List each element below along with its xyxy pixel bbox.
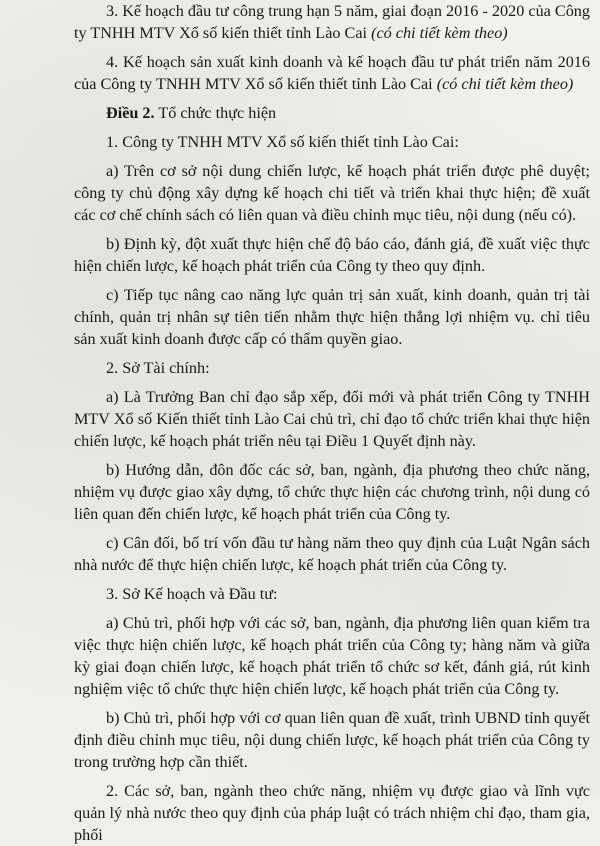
item-3-text: 3. Kế hoạch đầu tư công trung hạn 5 năm, giai đoạn 2016 - 2020 của Công ty TNHH MTV Xổ số kiến thiết tỉnh Lào Cai bbox=[74, 2, 590, 42]
item-4-paragraph bbox=[74, 51, 590, 95]
section-2-item-a: a) Là Trưởng Ban chỉ đạo sắp xếp, đổi mới và phát triển Công ty TNHH MTV Xổ số Kiến thiết tỉnh Lào Cai chủ trì, chỉ đạo tổ chức triển khai thực hiện chiến lược, kế hoạch phát triển nêu tại Điều 1 Quyết định này. bbox=[74, 388, 590, 450]
document-body bbox=[74, 0, 590, 846]
section-1-heading: 1. Công ty TNHH MTV Xổ số kiến thiết tỉnh Lào Cai: bbox=[106, 133, 459, 151]
section-1-item-b: b) Định kỳ, đột xuất thực hiện chế độ báo cáo, đánh giá, đề xuất việc thực hiện chiến lược, kế hoạch phát triển của Công ty theo quy định. bbox=[74, 235, 590, 275]
item-3-paragraph bbox=[74, 0, 590, 44]
section-2-heading: 2. Sở Tài chính: bbox=[106, 359, 210, 377]
section-3-item-a: a) Chủ trì, phối hợp với các sở, ban, ngành, địa phương liên quan kiểm tra việc thực hiện chiến lược, kế hoạch phát triển của Công ty; hàng năm và giữa kỳ giai đoạn chiến lược, kế hoạch phát triển tổ chức sơ kết, đánh giá, rút kinh nghiệm việc tổ chức thực hiện chiến lược, kế hoạch phát triển của Công ty. bbox=[74, 614, 590, 698]
item-4-note: (có chi tiết kèm theo) bbox=[436, 75, 574, 93]
section-3-heading: 3. Sở Kế hoạch và Đầu tư: bbox=[106, 585, 278, 603]
section-1-item-c: c) Tiếp tục nâng cao năng lực quản trị sản xuất, kinh doanh, quản trị tài chính, quản trị nhân sự tiên tiến nhằm thực hiện thắng lợi nhiệm vụ. chỉ tiêu sản xuất kinh doanh được cấp có thẩm quyền giao. bbox=[74, 286, 590, 348]
section-2-item-b: b) Hướng dẫn, đôn đốc các sở, ban, ngành, địa phương theo chức năng, nhiệm vụ được giao xây dựng, tổ chức thực hiện các chương trình, nội dung có liên quan đến chiến lược, kế hoạch phát triển của Công ty. bbox=[74, 461, 590, 523]
section-2-item-c: c) Cân đối, bố trí vốn đầu tư hàng năm theo quy định của Luật Ngân sách nhà nước để thực hiện chiến lược, kế hoạch phát triển của Công ty. bbox=[74, 534, 590, 574]
article-2-heading bbox=[74, 102, 590, 124]
article-2-title: Tổ chức thực hiện bbox=[154, 104, 277, 122]
section-3-item-b: b) Chủ trì, phối hợp với cơ quan liên quan đề xuất, trình UBND tỉnh quyết định điều chỉnh mục tiêu, nội dung chiến lược, kế hoạch phát triển của Công ty trong trường hợp cần thiết. bbox=[74, 709, 590, 771]
article-2-label: Điều 2. bbox=[106, 104, 155, 122]
section-4-paragraph: 2. Các sở, ban, ngành theo chức năng, nhiệm vụ được giao và lĩnh vực quản lý nhà nước theo quy định của pháp luật có trách nhiệm chỉ đạo, tham gia, phối bbox=[74, 782, 590, 844]
item-4-text: 4. Kế hoạch sản xuất kinh doanh và kế hoạch đầu tư phát triển năm 2016 của Công ty TNHH MTV Xổ số kiến thiết tỉnh Lào Cai bbox=[74, 53, 590, 93]
section-1-item-a: a) Trên cơ sở nội dung chiến lược, kế hoạch phát triển được phê duyệt; công ty chủ động xây dựng kế hoạch chi tiết và triển khai thực hiện; đề xuất các cơ chế chính sách có liên quan và điều chỉnh mục tiêu, nội dung (nếu có). bbox=[74, 162, 590, 224]
item-3-note: (có chi tiết kèm theo) bbox=[371, 24, 508, 42]
